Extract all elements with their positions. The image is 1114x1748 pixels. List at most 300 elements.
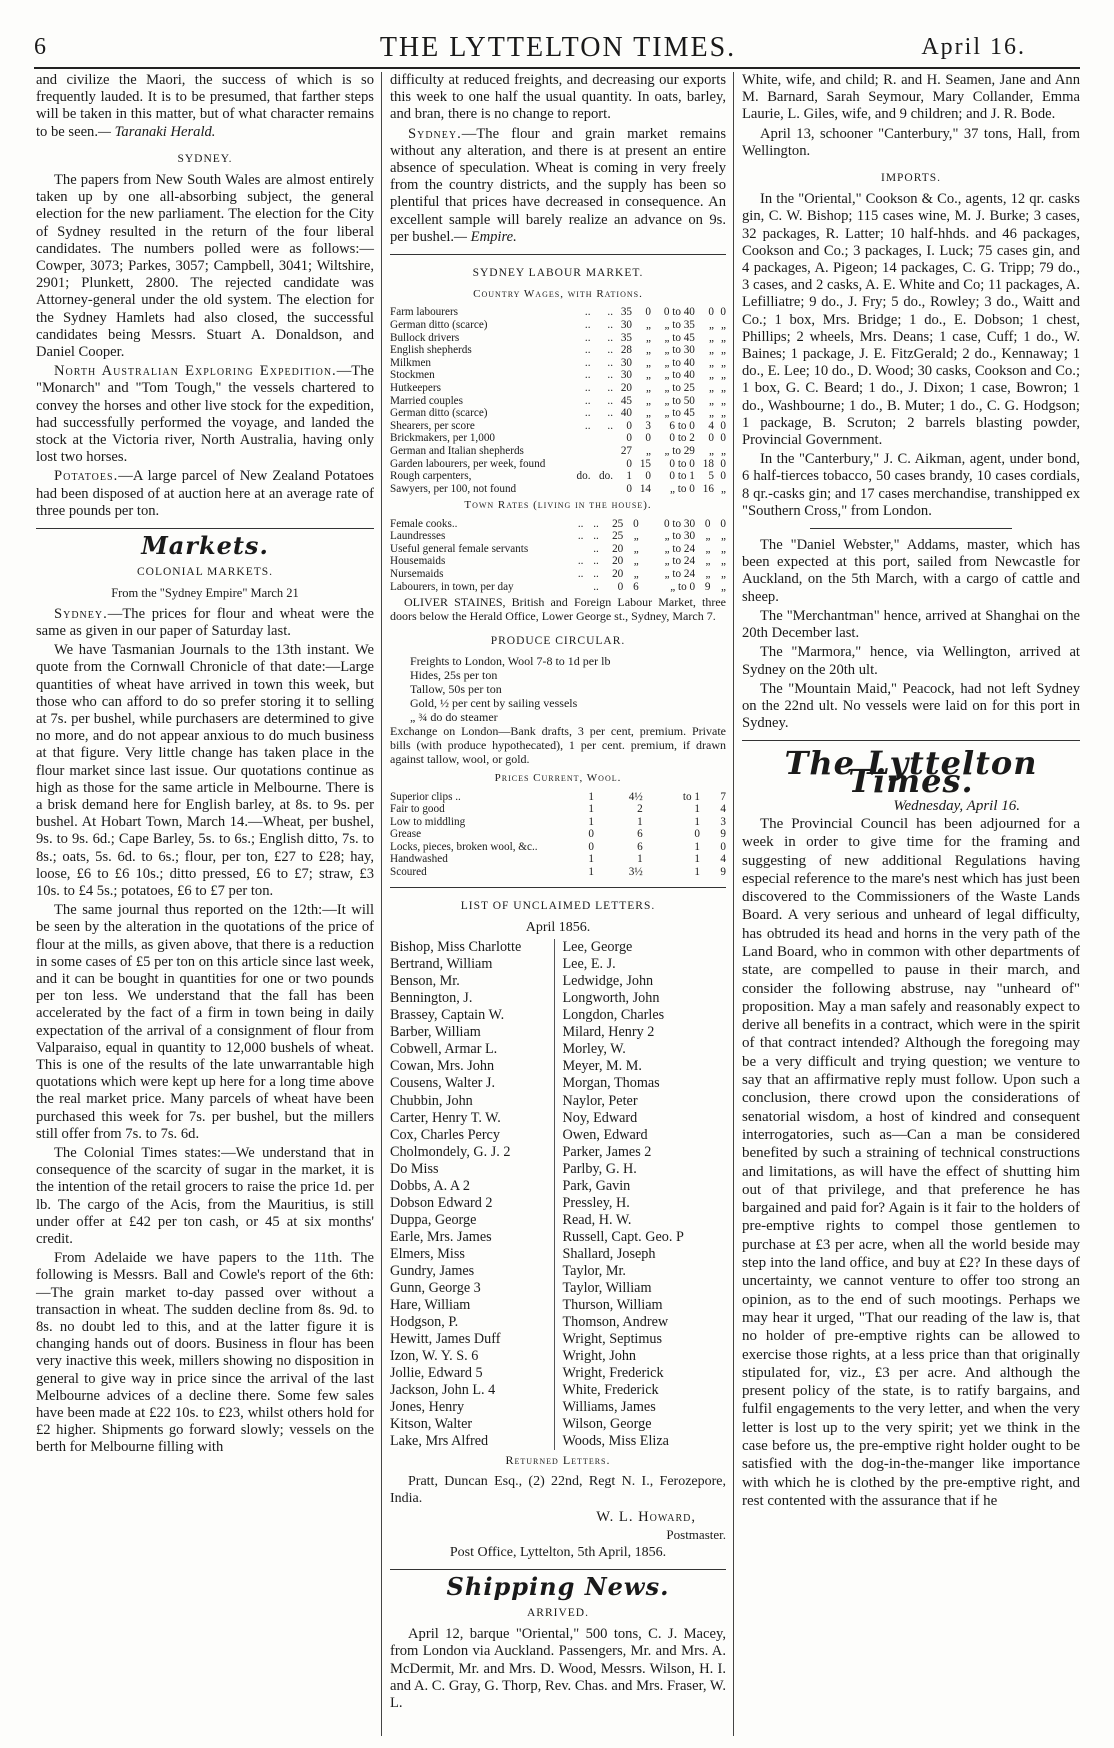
- row-value: 1: [694, 803, 700, 816]
- issue-date: April 16.: [921, 34, 1026, 60]
- row-label: Shearers, per score: [390, 419, 475, 432]
- letter-name: Taylor, Mr.: [562, 1262, 626, 1279]
- row-value: 0: [694, 828, 700, 841]
- row-value: „ to 45: [664, 331, 695, 344]
- letter-name: Meyer, M. M.: [562, 1058, 642, 1075]
- letter-name: Taylor, William: [562, 1280, 652, 1297]
- letter-name: Wilson, George: [562, 1416, 652, 1433]
- row-value: „: [721, 407, 726, 420]
- produce-lines: [390, 654, 726, 724]
- row-value: 9: [720, 828, 726, 841]
- table-row: [390, 853, 726, 866]
- produce-line: „ ¾ do do steamer: [410, 710, 498, 725]
- row-value: „ to 30: [664, 530, 696, 543]
- letter-name: Chubbin, John: [390, 1092, 473, 1109]
- row-label: German ditto (scarce): [390, 407, 488, 420]
- row-value: ..: [607, 407, 613, 420]
- row-value: 0: [708, 306, 714, 319]
- table-row: [390, 791, 726, 804]
- page-number: 6: [34, 34, 46, 60]
- letter-name: Morgan, Thomas: [562, 1075, 660, 1092]
- table-row: [390, 458, 726, 471]
- row-value: 4: [720, 853, 726, 866]
- row-label: Scoured: [390, 866, 427, 879]
- row-value: [591, 432, 614, 445]
- row-label: Labourers, in town, per day: [390, 580, 514, 593]
- row-value: „: [633, 530, 639, 543]
- letter-name: Bishop, Miss Charlotte: [390, 939, 522, 956]
- row-value: „: [646, 319, 651, 332]
- row-label: Brickmakers, per 1,000: [390, 432, 496, 445]
- letter-name: Wright, Septimus: [562, 1331, 663, 1348]
- row-value: 27: [620, 444, 632, 457]
- row-value: „ to 24: [664, 567, 696, 580]
- article-text: The same journal thus reported on the 12th:—It will be seen by the alteration in the quotations of the price of flour at the mills, as given above, that there is a reduction in some cases of £5 per ton on this article since last week, and it can be bought in quantities for one or two pounds per ton less. We understand that the fall has been accelerated by the fact of a firm in town being in daily expectation of the arrival of a consignment of flour from Valparaiso, equal in quantity to 12,000 bushels of wheat. This is one of the results of the late unwarrantable high quotations which were kept up here for a long time above the real market price. Many parcels of wheat have been purchased this week for 7s. per bushel, but the millers still offer from 7s. to 7s. 6d.: [36, 902, 374, 1142]
- row-value: 0: [720, 470, 726, 483]
- row-value: „ to 40: [664, 369, 695, 382]
- article-text: From Adelaide we have papers to the 11th. The following is Messrs. Ball and Cowle's report of the 6th:—The grain market to-day passed over without a transaction in wheat. The sudden decline from 8s. 9d. to 8s. no doubt led to this, and at the latter figure it is changing hands out of doors. Business in flour has been very inactive this week, millers showing no disposition in general to give way in price since the arrival of the last Melbourne advices of a decline there. Some few sales have been made at £22 10s. to £23, whilst others hold for £2 higher. Shipments go forward slowly; vessels on the berth for Melbourne filling with: [36, 1250, 374, 1456]
- produce-line: Gold, ½ per cent by sailing vessels: [410, 696, 578, 711]
- row-value: ..: [577, 567, 584, 580]
- divider: [390, 887, 726, 888]
- colonial-markets-heading: COLONIAL MARKETS.: [136, 566, 274, 579]
- letter-name: Wright, Frederick: [562, 1365, 664, 1382]
- table-row: [390, 530, 726, 543]
- country-wages-table: [390, 306, 726, 495]
- letter-name: Dobson Edward 2: [390, 1194, 493, 1211]
- returned-letters-heading: Returned Letters.: [505, 1453, 611, 1468]
- row-label: Farm labourers: [390, 306, 459, 319]
- row-value: „: [708, 356, 714, 369]
- row-value: 0: [645, 306, 651, 319]
- row-value: „: [646, 382, 651, 394]
- row-label: Low to middling: [390, 815, 466, 828]
- row-value: [568, 581, 583, 594]
- section-heading-sydney: SYDNEY.: [177, 152, 233, 165]
- row-value: 9: [720, 866, 726, 879]
- row-value: ..: [607, 344, 613, 357]
- letter-name: Gunn, George 3: [390, 1280, 481, 1297]
- row-value: 20: [612, 567, 624, 580]
- article-text: The "Merchantman" hence, arrived at Shanghai on the 20th December last.: [742, 607, 1080, 642]
- row-value: ..: [607, 419, 613, 432]
- row-value: 7: [720, 790, 726, 803]
- row-value: 1: [588, 866, 594, 879]
- table-row: [390, 332, 726, 345]
- letter-name: Morley, W.: [562, 1041, 626, 1058]
- row-value: 40: [620, 407, 632, 420]
- header-rule: [34, 67, 1080, 69]
- row-value: „: [708, 369, 714, 382]
- row-value: „: [721, 567, 726, 580]
- letter-name: Parlby, G. H.: [562, 1160, 637, 1177]
- row-value: [568, 432, 591, 445]
- letter-name: Benson, Mr.: [390, 973, 460, 990]
- table-row: [390, 555, 726, 568]
- row-value: 0 to 30: [664, 517, 696, 530]
- table-row: [390, 306, 726, 319]
- row-value: „ to 30: [664, 344, 695, 357]
- row-value: ..: [584, 344, 591, 357]
- row-label: Married couples: [390, 394, 464, 407]
- divider: [36, 528, 374, 529]
- row-value: 0: [588, 828, 594, 841]
- row-value: 4½: [628, 790, 643, 803]
- row-value: „ to 45: [664, 407, 695, 420]
- article-text: The Colonial Times states:—We understand that in consequence of the scarcity of sugar in the market, it is the intention of the retail grocers to raise the price 1d. per lb. The cargo of the Acis, from the Mauritius, is still under offer at £42 per ton cash, or 45 at six months' credit.: [36, 1144, 374, 1247]
- row-value: 6: [637, 840, 643, 853]
- imports-heading: IMPORTS.: [880, 172, 942, 185]
- article-text: Sydney.—The flour and grain market remains without any alteration, and there is at present an entire absence of speculation. Wheat is coming in very freely from the country districts, and the supply has been so plentiful that prices have decreased in consequence. An excellent sample will barely realize an advance on 9s. per bushel.— Empire.: [390, 125, 726, 245]
- row-value: 30: [620, 356, 632, 369]
- row-value: 0 to 1: [669, 470, 695, 483]
- row-value: 2: [637, 803, 643, 816]
- row-value: 1: [626, 470, 632, 483]
- table-row: [390, 803, 726, 816]
- row-value: 20: [620, 382, 632, 394]
- letter-name: Park, Gavin: [562, 1177, 631, 1194]
- row-value: [591, 483, 614, 496]
- article-text: The "Mountain Maid," Peacock, had not left Sydney on the 22nd ult. No vessels were laid on for this port in Sydney.: [742, 680, 1080, 732]
- row-value: 3½: [628, 866, 643, 879]
- row-value: 4: [708, 419, 714, 432]
- article-text: The "Daniel Webster," Addams, master, which has been expected at this port, sailed from Newcastle for Auckland, on the 5th March, with a cargo of cattle and sheep.: [742, 537, 1080, 605]
- row-value: [568, 543, 583, 556]
- row-value: ..: [584, 382, 591, 394]
- row-value: ..: [584, 419, 591, 432]
- labour-market-heading: SYDNEY LABOUR MARKET.: [472, 267, 644, 280]
- row-label: Nursemaids: [390, 567, 444, 580]
- article-text: difficulty at reduced freights, and decreasing our exports this week to one half the usual quantity. In oats, barley, and bran, there is no change to report.: [390, 72, 726, 123]
- wool-prices-table: [390, 791, 726, 879]
- table-row: [390, 445, 726, 458]
- letter-name: Naylor, Peter: [562, 1092, 638, 1109]
- row-value: „ to 35: [664, 319, 695, 332]
- row-value: ..: [593, 517, 599, 530]
- letter-name: Hewitt, James Duff: [390, 1331, 501, 1348]
- letter-name: Owen, Edward: [562, 1126, 648, 1143]
- letter-name: Duppa, George: [390, 1211, 477, 1228]
- letter-name: Thomson, Andrew: [562, 1314, 669, 1331]
- row-value: „: [633, 542, 639, 555]
- row-value: „: [708, 344, 714, 357]
- letter-name: Williams, James: [562, 1399, 656, 1416]
- letters-date: April 1856.: [525, 919, 591, 935]
- row-value: „ to 0: [670, 580, 696, 593]
- letter-name: Jones, Henry: [390, 1399, 465, 1416]
- row-value: „: [708, 407, 714, 420]
- row-value: „ to 25: [664, 382, 695, 394]
- letters-column-left: [390, 939, 555, 1450]
- row-value: „ to 24: [664, 542, 696, 555]
- row-label: Garden labourers, per week, found: [390, 457, 546, 470]
- produce-circular-heading: PRODUCE CIRCULAR.: [490, 635, 626, 648]
- letter-name: Lake, Mrs Alfred: [390, 1433, 489, 1450]
- column-divider: [381, 72, 382, 1736]
- row-value: 0: [720, 517, 726, 530]
- row-label: Useful general female servants: [390, 542, 529, 555]
- letter-name: Barber, William: [390, 1024, 481, 1041]
- letters-list: [390, 939, 726, 1450]
- row-label: Hutkeepers: [390, 382, 441, 394]
- table-row: [390, 483, 726, 496]
- letter-name: Jollie, Edward 5: [390, 1365, 483, 1382]
- row-value: to 1: [682, 790, 700, 803]
- table-row: [390, 432, 726, 445]
- row-value: 1: [694, 840, 700, 853]
- row-value: „: [646, 444, 651, 457]
- row-value: ..: [607, 382, 613, 394]
- row-label: German and Italian shepherds: [390, 444, 524, 457]
- letter-name: Wright, John: [562, 1348, 637, 1365]
- row-value: 0: [588, 840, 594, 853]
- letter-name: Cowan, Mrs. John: [390, 1058, 495, 1075]
- source-line: From the "Sydney Empire" March 21: [111, 586, 299, 601]
- produce-line: Tallow, 50s per ton: [410, 682, 502, 697]
- article-text: In the "Canterbury," J. C. Aikman, agent, under bond, 6 half-tierces tobacco, 50 cases brandy, 10 cases cordials, 8 qr.-casks gin; and 17 cases merchandise, transhipped ex "Southern Cross," from London.: [742, 451, 1080, 519]
- row-value: 0: [704, 517, 711, 530]
- divider: [390, 1569, 726, 1570]
- letter-name: Cobwell, Armar L.: [390, 1041, 498, 1058]
- row-label: English shepherds: [390, 344, 472, 357]
- letter-name: Kitson, Walter: [390, 1416, 473, 1433]
- row-value: [591, 445, 614, 458]
- row-value: „: [721, 331, 726, 344]
- row-label: Female cooks..: [390, 517, 458, 530]
- letter-name: Shallard, Joseph: [562, 1245, 656, 1262]
- article-text: White, wife, and child; R. and H. Seamen, Jane and Ann M. Barnard, Sarah Seymour, Mary Collander, Emma Laurie, L. Giles, wife, and 9 children; and J. R. Bode.: [742, 72, 1080, 123]
- table-row: [390, 470, 726, 483]
- article-text: The papers from New South Wales are almost entirely taken up by one all-absorbing subject, the general election for the new parliament. The election for the City of Sydney resulted in the return of the four liberal candidates. The numbers polled were as follows:—Cowper, 3073; Parkes, 3057; Campbell, 3041; Wiltshire, 2901; Plunkett, 2800. The rejected candidate was Attorney-general under the old system. The election for the Sydney Hamlets had also closed, the successful candidates being Messrs. Stuart A. Donaldson, and Daniel Cooper.: [36, 172, 374, 361]
- row-value: 9: [704, 580, 711, 593]
- row-value: 16: [702, 482, 714, 495]
- table-row: [390, 344, 726, 357]
- table-row: [390, 357, 726, 370]
- row-value: 1: [588, 790, 594, 803]
- row-value: „: [633, 567, 639, 580]
- row-value: „: [721, 482, 726, 495]
- divider: [810, 528, 1013, 529]
- letter-name: Do Miss: [390, 1160, 439, 1177]
- postmaster-title: Postmaster.: [666, 1527, 726, 1543]
- letter-name: Hodgson, P.: [390, 1314, 459, 1331]
- row-value: „: [708, 394, 714, 407]
- row-value: ..: [584, 319, 591, 332]
- letter-name: Cholmondely, G. J. 2: [390, 1143, 511, 1160]
- row-value: 30: [620, 369, 632, 382]
- row-label: Stockmen: [390, 369, 435, 382]
- row-value: [568, 458, 591, 471]
- table-row: [390, 369, 726, 382]
- row-value: 35: [620, 306, 632, 319]
- row-value: ..: [593, 567, 599, 580]
- row-value: „ to 50: [664, 394, 695, 407]
- row-value: 0: [720, 840, 726, 853]
- arrived-text: April 12, barque "Oriental," 500 tons, C. J. Macey, from London via Auckland. Passengers, Mr. and Mrs. A. McDermit, Mr. and Mrs. D. Wood, Messrs. Wilson, H. I. and A. C. Gray, G. Thorp, Rev. Chas. and Mrs. Fraser, W. L.: [390, 1626, 726, 1711]
- row-value: 0: [626, 482, 632, 495]
- row-label: Fair to good: [390, 803, 445, 816]
- table-row: [390, 841, 726, 854]
- row-value: „: [705, 530, 711, 543]
- letter-name: White, Frederick: [562, 1382, 659, 1399]
- article-text: The "Marmora," hence, via Wellington, arrived at Sydney on the 20th ult.: [742, 644, 1080, 678]
- row-value: 1: [637, 853, 643, 866]
- produce-line: Hides, 25s per ton: [410, 668, 498, 683]
- letter-name: Milard, Henry 2: [562, 1024, 655, 1041]
- wool-prices-heading: Prices Current, Wool.: [494, 772, 622, 785]
- letter-name: Thurson, William: [562, 1297, 663, 1314]
- row-value: „ to 29: [664, 444, 695, 457]
- table-row: [390, 420, 726, 433]
- letter-name: Hare, William: [390, 1297, 471, 1314]
- row-value: 0: [720, 306, 726, 319]
- town-rates-table: [390, 518, 726, 594]
- row-value: 20: [612, 555, 624, 568]
- town-rates-heading: Town Rates (living in the house).: [464, 499, 652, 512]
- row-label: Grease: [390, 828, 422, 841]
- row-value: 0: [720, 457, 726, 470]
- row-value: 4: [720, 803, 726, 816]
- row-value: „: [708, 382, 714, 394]
- row-value: 0: [708, 432, 714, 445]
- row-value: 45: [620, 394, 632, 407]
- letter-name: Gundry, James: [390, 1262, 475, 1279]
- row-value: ..: [607, 394, 613, 407]
- row-label: Laundresses: [390, 530, 446, 543]
- table-row: [390, 568, 726, 581]
- row-value: 1: [637, 815, 643, 828]
- row-value: 0: [617, 580, 624, 593]
- letter-name: Longdon, Charles: [562, 1007, 665, 1024]
- row-value: do.: [599, 470, 613, 483]
- row-value: 0 to 0: [669, 457, 695, 470]
- row-value: „: [721, 580, 726, 593]
- country-wages-heading: Country Wages, with Rations.: [473, 288, 643, 301]
- row-value: „: [721, 530, 726, 543]
- row-value: 3: [645, 419, 651, 432]
- table-row: [390, 581, 726, 594]
- row-value: 1: [694, 866, 700, 879]
- row-value: „: [721, 555, 726, 568]
- letter-name: Pressley, H.: [562, 1194, 630, 1211]
- row-value: 1: [588, 853, 594, 866]
- row-value: 25: [612, 517, 624, 530]
- row-label: German ditto (scarce): [390, 319, 488, 332]
- row-value: ..: [607, 319, 613, 332]
- row-value: „: [721, 319, 726, 332]
- row-value: do.: [576, 470, 591, 483]
- row-value: „ to 0: [670, 482, 695, 495]
- table-row: [390, 828, 726, 841]
- article-text: In the "Oriental," Cookson & Co., agents, 12 qr. casks gin, C. W. Bishop; 115 cases wine, M. J. Burke; 3 cases, 32 packages, R. Latter; 10 half-hhds. and 46 packages, Cookson and Co.; 3 packages, I. Luck; 75 cases gin, and 4 packages, A. Pigeon; 14 packages, C. G. Tripp; 79 do., 3 cases, and 2 casks, A. E. White and Co; 11 packages, A. Lefilliatre; 9 do., J. Fry; 5 do., Rowley; 3 do., Waitt and Co.; 1 box, Mrs. Bridge; 1 do., E. Dobson; 1 chest, Phillips; 2 wheels, Mrs. Deans; 1 case, Cuff; 1 do., W. Baines; 1 package, J. E. FitzGerald; 2 do., Kennaway; 1 do., E. Lee; 10 do., D. Wood; 30 casks, Cookson and Co.; 1 box, G. C. Beard; 1 do., J. Dixon; 1 case, Bowron; 1 do., Washbourne; 1 do., B. Muter; 1 do., C. G. Hodgson; 1 package, B. Scruton; 2 barrels blasting powder, Provincial Government.: [742, 191, 1080, 449]
- row-value: „: [721, 542, 726, 555]
- editorial-text: The Provincial Council has been adjourned for a week in order to give time for the framing and suggesting of new additional Regulations having especial reference to the mare's nest which has just been discovered to the Commissioners of the Waste Lands Board. A very serious and unheard of legal difficulty, has obtruded its head and horns in the very path of the Land Board, who in common with other departments of state, are compelled to pause in their march, and consider the following abstruse, nay "unheard of" proposition. May a man safely and reasonably expect to derive all benefits in a contract, which were in the spirit of that contract intended? Although the foregoing may be a very difficult and trying question; we venture to say that an affirmative reply must follow. Upon such a conclusion, there crowd upon the considerations of senatorial wisdom, a host of kindred and consequent interrogatories, such as—Can a man be considered benefited by such a straining of technical constructions and limitations, as will have the effect of shutting him out of that privilege, and that preference he has bargained and paid for? Again is it fair to the holders of pre-emptive rights to compel those gentlemen to purchase at £3 per acre, when all the world beside may step into the land office, and buy at £2? In these days of uncertainty, we cannot venture to offer too strong an opinion, as to the end of such mootings. Perhaps we may hear it urged, "That our reading of the law is, that no holder of pre-emptive rights can be allowed to exercise those rights, at a less price than that originally stipulated for, viz., £3 per acre. And although the present policy of the state, is to ratify bargains, and fulfil engagements to the very letter, and when the very letter is lost up to the very spirit; yet we think in the case before us, the pre-emptive right holder ought to be satisfied with the dog-in-the-manger like importance with which he is clothed by the pre-emptive right, and rest contented with the assurance that if he: [742, 815, 1080, 1509]
- returned-letter: Pratt, Duncan Esq., (2) 22nd, Regt N. I., Ferozepore, India.: [390, 1473, 726, 1506]
- row-value: ..: [607, 331, 613, 344]
- row-label: Bullock drivers: [390, 331, 460, 344]
- row-value: ..: [593, 555, 599, 568]
- row-value: [568, 483, 591, 496]
- row-value: 18: [702, 457, 714, 470]
- post-office-line: Post Office, Lyttelton, 5th April, 1856.: [449, 1544, 667, 1560]
- letter-name: Lee, George: [562, 939, 633, 956]
- row-value: „ to 40: [664, 356, 695, 369]
- letter-name: Cox, Charles Percy: [390, 1126, 500, 1143]
- unclaimed-letters-heading: LIST OF UNCLAIMED LETTERS.: [460, 899, 656, 912]
- row-value: „: [708, 331, 714, 344]
- row-value: ..: [584, 394, 591, 407]
- letter-name: Parker, James 2: [562, 1143, 652, 1160]
- letter-name: Read, H. W.: [562, 1211, 632, 1228]
- row-value: „: [705, 555, 711, 568]
- article-text: North Australian Exploring Expedition.—The "Monarch" and "Tom Tough," the vessels chartered to convey the horses and other live stock for the expedition, had successfully performed the voyage, and landed the stock at the Victoria river, North Australia, having only lost two horses.: [36, 363, 374, 466]
- letter-name: Russell, Capt. Geo. P: [562, 1228, 684, 1245]
- column-3: [742, 72, 1080, 1512]
- row-value: ..: [577, 530, 584, 543]
- row-value: 1: [694, 815, 700, 828]
- row-value: 6 to 0: [669, 419, 695, 432]
- lyttelton-times-heading: The Lyttelton Times.: [784, 744, 1038, 800]
- divider: [390, 254, 726, 255]
- letter-name: Noy, Edward: [562, 1109, 638, 1126]
- article-text: Potatoes.—A large parcel of New Zealand Potatoes had been disposed of at auction here at an average rate of three pounds per ton.: [36, 468, 374, 519]
- row-label: Rough carpenters,: [390, 470, 472, 483]
- row-value: 0: [720, 432, 726, 445]
- table-row: [390, 518, 726, 531]
- row-value: „: [721, 444, 726, 457]
- row-value: ..: [607, 356, 613, 369]
- table-row: [390, 382, 726, 395]
- row-value: ..: [584, 369, 591, 382]
- arrived-heading: ARRIVED.: [527, 1606, 589, 1619]
- row-label: Locks, pieces, broken wool, &c..: [390, 840, 538, 853]
- row-label: Housemaids: [390, 555, 446, 568]
- row-value: ..: [607, 306, 613, 319]
- row-value: 5: [708, 470, 714, 483]
- article-text: Sydney.—The prices for flour and wheat were the same as given in our paper of Saturday last.: [36, 605, 374, 639]
- column-2: [390, 72, 726, 1714]
- row-value: ..: [584, 356, 591, 369]
- row-value: ..: [584, 407, 591, 420]
- row-value: „: [646, 356, 651, 369]
- row-value: ..: [584, 331, 591, 344]
- editorial-date: Wednesday, April 16.: [893, 797, 1020, 814]
- row-value: 0: [720, 419, 726, 432]
- shipping-news-heading: Shipping News.: [446, 1571, 670, 1601]
- letter-name: Izon, W. Y. S. 6: [390, 1348, 479, 1365]
- letter-name: Jackson, John L. 4: [390, 1382, 496, 1399]
- letter-name: Lee, E. J.: [562, 956, 616, 973]
- row-value: „: [708, 319, 714, 332]
- row-value: ..: [593, 530, 599, 543]
- column-1: [36, 72, 374, 1459]
- row-value: 0: [626, 432, 632, 445]
- row-value: [568, 445, 591, 458]
- exchange-text: Exchange on London—Bank drafts, 3 per cent, premium. Private bills (with produce hypothecated), 1 per cent. premium, if drawn against tallow, wool, or gold.: [390, 724, 726, 767]
- row-value: 0: [626, 419, 632, 432]
- row-value: „: [646, 344, 651, 357]
- row-value: „: [646, 407, 651, 420]
- row-value: 6: [637, 828, 643, 841]
- row-value: 1: [588, 815, 594, 828]
- letter-name: Bennington, J.: [390, 990, 473, 1007]
- row-value: „: [721, 356, 726, 369]
- row-value: „: [708, 444, 714, 457]
- row-value: 1: [588, 803, 594, 816]
- article-text: April 13, schooner "Canterbury," 37 tons, Hall, from Wellington.: [742, 125, 1080, 159]
- article-text: and civilize the Maori, the success of which is so frequently lauded. It is to be presumed, that farther steps will be taken in this matter, but of what character remains to be seen.— Taranaki Herald.: [36, 72, 374, 140]
- row-value: „: [633, 555, 639, 568]
